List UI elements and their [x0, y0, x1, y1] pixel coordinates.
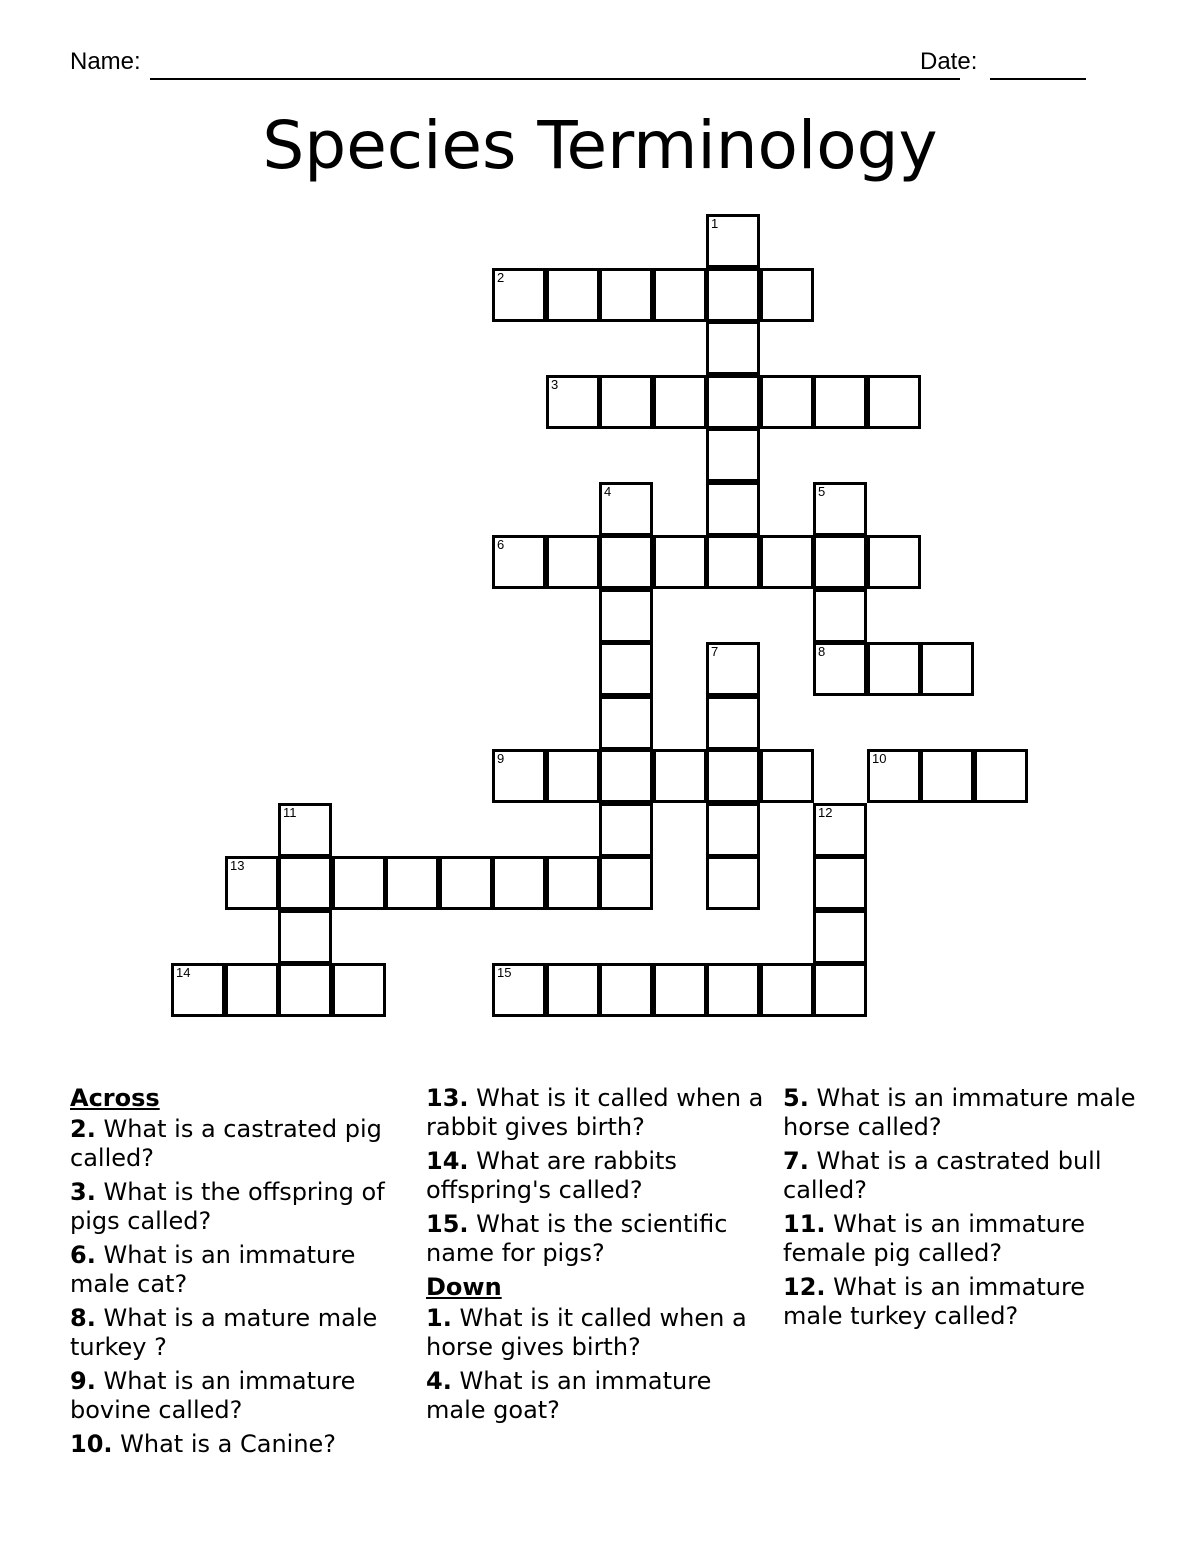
grid-cell[interactable] [706, 428, 760, 482]
grid-cell[interactable] [974, 749, 1028, 803]
grid-cell[interactable] [653, 268, 707, 322]
grid-cell[interactable] [278, 910, 332, 964]
clue-number: 6 [497, 537, 505, 552]
clue-number: 15 [497, 965, 512, 980]
grid-cell[interactable] [653, 963, 707, 1017]
grid-cell[interactable] [706, 803, 760, 857]
grid-cell[interactable] [813, 535, 867, 589]
grid-cell[interactable] [920, 642, 974, 696]
grid-cell[interactable] [599, 803, 653, 857]
clue-number: 7 [711, 644, 719, 659]
clue-number: 1 [711, 216, 719, 231]
grid-cell[interactable] [653, 535, 707, 589]
clue-number: 8 [818, 644, 826, 659]
grid-cell[interactable] [439, 856, 493, 910]
grid-cell[interactable] [492, 963, 546, 1017]
grid-cell[interactable] [492, 535, 546, 589]
grid-cell[interactable] [813, 963, 867, 1017]
grid-cell[interactable] [492, 749, 546, 803]
clue-across-13: 13. What is it called when a rabbit gives birth? [426, 1084, 764, 1141]
grid-cell[interactable] [332, 856, 386, 910]
grid-cell[interactable] [706, 375, 760, 429]
grid-cell[interactable] [706, 482, 760, 536]
clue-down-12: 12. What is an immature male turkey called? [783, 1273, 1086, 1330]
grid-cell[interactable] [867, 535, 921, 589]
date-label: Date: [920, 48, 978, 75]
clue-down-5: 5. What is an immature male horse called? [783, 1084, 1136, 1141]
across-heading: Across [70, 1084, 160, 1112]
down-heading: Down [426, 1273, 502, 1301]
grid-cell[interactable] [813, 910, 867, 964]
clue-across-8: 8. What is a mature male turkey ? [70, 1304, 378, 1361]
grid-cell[interactable] [813, 856, 867, 910]
grid-cell[interactable] [546, 375, 600, 429]
grid-cell[interactable] [760, 375, 814, 429]
grid-cell[interactable] [225, 963, 279, 1017]
grid-cell[interactable] [760, 749, 814, 803]
grid-cell[interactable] [706, 642, 760, 696]
grid-cell[interactable] [278, 856, 332, 910]
clue-number: 10 [872, 751, 887, 766]
clue-number: 5 [818, 484, 826, 499]
grid-cell[interactable] [492, 268, 546, 322]
grid-cell[interactable] [653, 375, 707, 429]
grid-cell[interactable] [599, 375, 653, 429]
grid-cell[interactable] [706, 268, 760, 322]
clue-across-10: 10. What is a Canine? [70, 1430, 337, 1458]
grid-cell[interactable] [546, 535, 600, 589]
clue-number: 9 [497, 751, 505, 766]
grid-cell[interactable] [813, 803, 867, 857]
clues-column-3 [783, 1084, 1143, 1336]
grid-cell[interactable] [546, 749, 600, 803]
grid-cell[interactable] [760, 268, 814, 322]
grid-cell[interactable] [546, 268, 600, 322]
clue-number: 13 [230, 858, 245, 873]
clue-across-14: 14. What are rabbits offspring's called? [426, 1147, 677, 1204]
clue-number: 14 [176, 965, 191, 980]
grid-cell[interactable] [599, 482, 653, 536]
clue-down-11: 11. What is an immature female pig called? [783, 1210, 1086, 1267]
grid-cell[interactable] [867, 375, 921, 429]
clues-column-2 [426, 1084, 776, 1430]
grid-cell[interactable] [278, 963, 332, 1017]
clues-column-1 [70, 1084, 400, 1464]
grid-cell[interactable] [599, 696, 653, 750]
grid-cell[interactable] [813, 589, 867, 643]
clue-number: 12 [818, 805, 833, 820]
grid-cell[interactable] [760, 963, 814, 1017]
clue-number: 3 [551, 377, 559, 392]
grid-cell[interactable] [332, 963, 386, 1017]
grid-cell[interactable] [706, 963, 760, 1017]
grid-cell[interactable] [706, 535, 760, 589]
grid-cell[interactable] [599, 749, 653, 803]
grid-cell[interactable] [599, 856, 653, 910]
grid-cell[interactable] [760, 535, 814, 589]
grid-cell[interactable] [706, 856, 760, 910]
clue-number: 4 [604, 484, 612, 499]
clue-number: 11 [283, 805, 297, 820]
clue-down-1: 1. What is it called when a horse gives birth? [426, 1304, 747, 1361]
grid-cell[interactable] [599, 642, 653, 696]
grid-cell[interactable] [385, 856, 439, 910]
grid-cell[interactable] [867, 642, 921, 696]
clue-across-15: 15. What is the scientific name for pigs? [426, 1210, 728, 1267]
grid-cell[interactable] [492, 856, 546, 910]
grid-cell[interactable] [599, 535, 653, 589]
name-label: Name: [70, 48, 141, 75]
grid-cell[interactable] [653, 749, 707, 803]
grid-cell[interactable] [706, 749, 760, 803]
page-title: Species Terminology [262, 107, 938, 184]
grid-cell[interactable] [546, 856, 600, 910]
grid-cell[interactable] [706, 321, 760, 375]
grid-cell[interactable] [546, 963, 600, 1017]
grid-cell[interactable] [813, 642, 867, 696]
grid-cell[interactable] [920, 749, 974, 803]
grid-cell[interactable] [706, 214, 760, 268]
clue-across-6: 6. What is an immature male cat? [70, 1241, 356, 1298]
grid-cell[interactable] [813, 375, 867, 429]
grid-cell[interactable] [278, 803, 332, 857]
grid-cell[interactable] [599, 268, 653, 322]
clue-down-7: 7. What is a castrated bull called? [783, 1147, 1102, 1204]
grid-cell[interactable] [225, 856, 279, 910]
grid-cell[interactable] [867, 749, 921, 803]
grid-cell[interactable] [706, 696, 760, 750]
clue-across-3: 3. What is the offspring of pigs called? [70, 1178, 385, 1235]
clue-across-9: 9. What is an immature bovine called? [70, 1367, 356, 1424]
grid-cell[interactable] [599, 963, 653, 1017]
clue-across-2: 2. What is a castrated pig called? [70, 1115, 382, 1172]
grid-cell[interactable] [599, 589, 653, 643]
grid-cell[interactable] [171, 963, 225, 1017]
clue-down-4: 4. What is an immature male goat? [426, 1367, 712, 1424]
clue-number: 2 [497, 270, 505, 285]
grid-cell[interactable] [813, 482, 867, 536]
